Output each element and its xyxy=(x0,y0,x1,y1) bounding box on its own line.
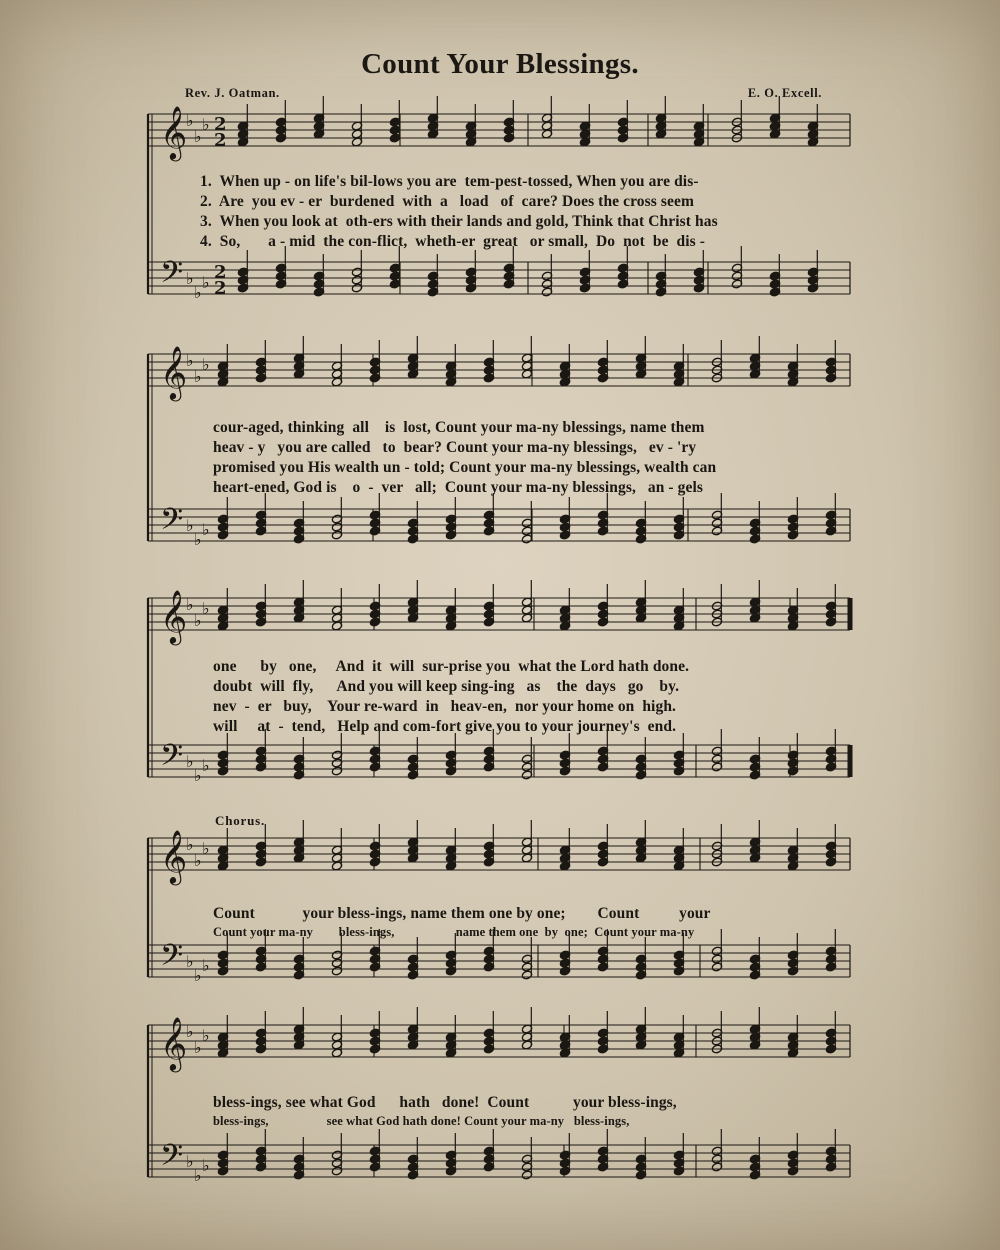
time-signature-icon: 2 xyxy=(214,114,227,135)
flat-sign-icon: ♭ xyxy=(194,611,202,630)
system2-verse3: promised you His wealth un - told; Count your ma-ny blessings, wealth can xyxy=(213,459,717,476)
flat-sign-icon: ♭ xyxy=(202,273,210,292)
chorus-soprano-lyric-1: Count your bless-ings, name them one by one; Count your xyxy=(213,905,711,922)
flat-sign-icon: ♭ xyxy=(186,351,194,370)
system2-verse4: heart-ened, God is o - ver all; Count your ma-ny blessings, an - gels xyxy=(213,479,703,496)
flat-sign-icon: ♭ xyxy=(186,1022,194,1041)
flat-sign-icon: ♭ xyxy=(186,269,194,288)
flat-sign-icon: ♭ xyxy=(186,1152,194,1171)
system1-verse4: 4. So, a - mid the con-flict, wheth-er great or small, Do not be dis - xyxy=(200,233,705,250)
bass-clef-icon: 𝄢 xyxy=(160,739,184,780)
treble-clef-icon: 𝄞 xyxy=(160,829,188,883)
system3-verse2: doubt will fly, And you will keep sing-ing as the days go by. xyxy=(213,678,680,695)
flat-sign-icon: ♭ xyxy=(202,839,210,858)
flat-sign-icon: ♭ xyxy=(202,520,210,539)
flat-sign-icon: ♭ xyxy=(194,1038,202,1057)
bass-clef-icon: 𝄢 xyxy=(160,503,184,544)
flat-sign-icon: ♭ xyxy=(194,851,202,870)
flat-sign-icon: ♭ xyxy=(194,367,202,386)
flat-sign-icon: ♭ xyxy=(194,530,202,549)
composer-credit: E. O. Excell. xyxy=(747,86,822,100)
flat-sign-icon: ♭ xyxy=(186,952,194,971)
chorus-soprano-lyric-2: bless-ings, see what God hath done! Count your bless-ings, xyxy=(213,1094,677,1111)
flat-sign-icon: ♭ xyxy=(202,355,210,374)
flat-sign-icon: ♭ xyxy=(186,595,194,614)
flat-sign-icon: ♭ xyxy=(194,1166,202,1185)
flat-sign-icon: ♭ xyxy=(202,115,210,134)
time-signature-icon: 2 xyxy=(214,262,227,283)
hymn-title: Count Your Blessings. xyxy=(361,48,639,80)
chorus-bass-lyric-2: bless-ings, see what God hath done! Count your ma-ny bless-ings, xyxy=(213,1114,630,1128)
bass-clef-icon: 𝄢 xyxy=(160,1139,184,1180)
flat-sign-icon: ♭ xyxy=(186,516,194,535)
time-signature-icon: 2 xyxy=(214,278,227,299)
system1-verse1: 1. When up - on life's bil-lows you are tem-pest-tossed, When you are dis- xyxy=(200,173,699,190)
system3-verse1: one by one, And it will sur-prise you what the Lord hath done. xyxy=(213,658,690,675)
flat-sign-icon: ♭ xyxy=(194,966,202,985)
treble-clef-icon: 𝄞 xyxy=(160,589,188,643)
flat-sign-icon: ♭ xyxy=(202,756,210,775)
chorus-bass-lyric-1: Count your ma-ny bless-ings, name them one by one; Count your ma-ny xyxy=(213,925,695,939)
flat-sign-icon: ♭ xyxy=(202,956,210,975)
flat-sign-icon: ♭ xyxy=(194,127,202,146)
bass-clef-icon: 𝄢 xyxy=(160,939,184,980)
system3-verse4: will at - tend, Help and com-fort give you to your journey's end. xyxy=(213,718,677,735)
flat-sign-icon: ♭ xyxy=(202,599,210,618)
treble-clef-icon: 𝄞 xyxy=(160,345,188,399)
flat-sign-icon: ♭ xyxy=(194,283,202,302)
flat-sign-icon: ♭ xyxy=(202,1156,210,1175)
flat-sign-icon: ♭ xyxy=(186,752,194,771)
system2-verse2: heav - y you are called to bear? Count your ma-ny blessings, ev - 'ry xyxy=(213,439,697,456)
time-signature-icon: 2 xyxy=(214,130,227,151)
system2-verse1: cour-aged, thinking all is lost, Count your ma-ny blessings, name them xyxy=(213,419,705,436)
system1-verse3: 3. When you look at oth-ers with their lands and gold, Think that Christ has xyxy=(200,213,718,230)
system1-verse2: 2. Are you ev - er burdened with a load of care? Does the cross seem xyxy=(200,193,694,210)
treble-clef-icon: 𝄞 xyxy=(160,1016,188,1070)
bass-clef-icon: 𝄢 xyxy=(160,256,184,297)
flat-sign-icon: ♭ xyxy=(186,835,194,854)
flat-sign-icon: ♭ xyxy=(186,111,194,130)
system3-verse3: nev - er buy, Your re-ward in heav-en, nor your home on high. xyxy=(213,698,677,715)
treble-clef-icon: 𝄞 xyxy=(160,105,188,159)
chorus-label: Chorus. xyxy=(215,813,266,828)
flat-sign-icon: ♭ xyxy=(202,1026,210,1045)
lyricist-credit: Rev. J. Oatman. xyxy=(185,86,280,100)
flat-sign-icon: ♭ xyxy=(194,766,202,785)
